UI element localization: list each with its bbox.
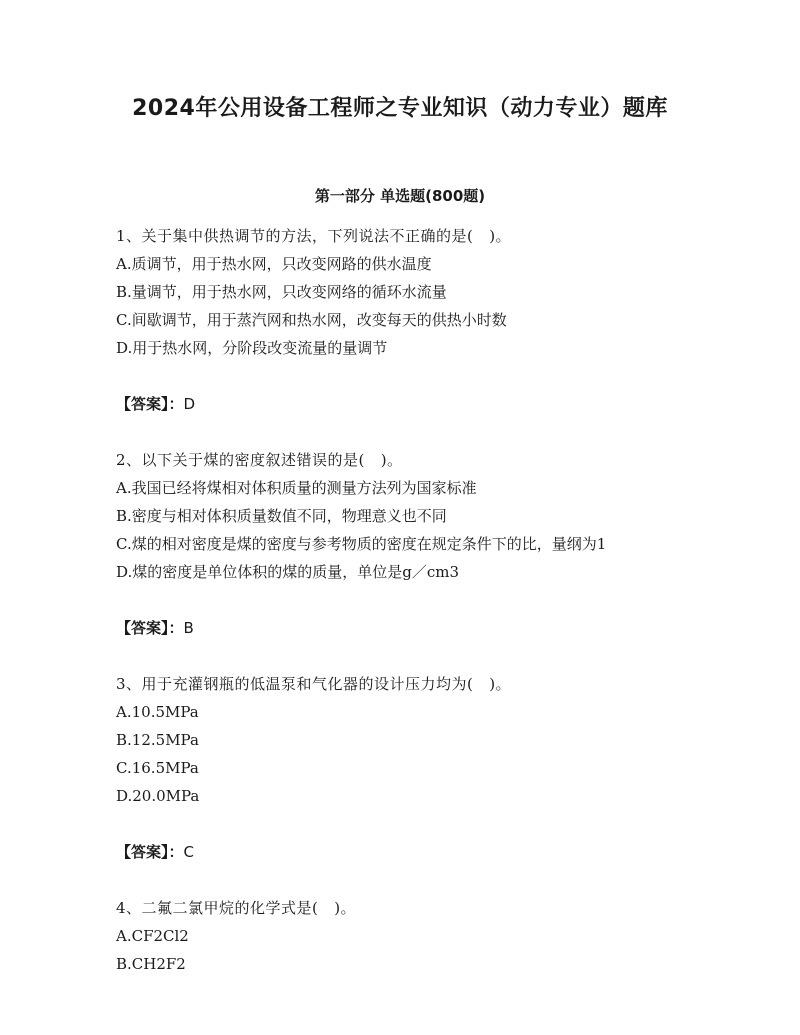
option-a: A.质调节，用于热水网，只改变网路的供水温度 <box>116 255 432 273</box>
answer-line <box>116 390 676 418</box>
question-stem: 4、二氟二氯甲烷的化学式是( )。 <box>116 899 357 917</box>
answer-line <box>116 614 676 642</box>
question-stem: 3、用于充灌钢瓶的低温泵和气化器的设计压力均为( )。 <box>116 675 512 693</box>
answer-value: C <box>183 843 194 861</box>
question-4 <box>116 894 676 978</box>
question-1 <box>116 222 676 418</box>
answer-label: 【答案】： <box>116 619 184 637</box>
option-a: A.10.5MPa <box>116 703 199 721</box>
answer-value: D <box>183 395 196 413</box>
question-list <box>116 222 676 1006</box>
option-b: B.密度与相对体积质量数值不同，物理意义也不同 <box>116 507 447 525</box>
option-d: D.煤的密度是单位体积的煤的质量，单位是g／cm3 <box>116 563 460 581</box>
option-b: B.12.5MPa <box>116 731 199 749</box>
option-b: B.量调节，用于热水网，只改变网络的循环水流量 <box>116 283 447 301</box>
option-a: A.我国已经将煤相对体积质量的测量方法列为国家标准 <box>116 479 477 497</box>
option-c: C.间歇调节，用于蒸汽网和热水网，改变每天的供热小时数 <box>116 311 507 329</box>
option-c: C.16.5MPa <box>116 759 199 777</box>
question-stem: 2、以下关于煤的密度叙述错误的是( )。 <box>116 451 403 469</box>
option-c: C.煤的相对密度是煤的密度与参考物质的密度在规定条件下的比，量纲为1 <box>116 535 607 553</box>
question-3 <box>116 670 676 866</box>
question-stem: 1、关于集中供热调节的方法，下列说法不正确的是( )。 <box>116 227 512 245</box>
option-a: A.CF2Cl2 <box>116 927 189 945</box>
answer-label: 【答案】： <box>116 843 184 861</box>
question-2 <box>116 446 676 642</box>
answer-label: 【答案】： <box>116 395 184 413</box>
option-d: D.20.0MPa <box>116 787 200 805</box>
page-title: 2024年公用设备工程师之专业知识（动力专业）题库 <box>132 96 668 121</box>
option-d: D.用于热水网，分阶段改变流量的量调节 <box>116 339 388 357</box>
option-b: B.CH2F2 <box>116 955 186 973</box>
answer-value: B <box>183 619 194 637</box>
section-heading: 第一部分 单选题(800题) <box>314 187 486 205</box>
answer-line <box>116 838 676 866</box>
